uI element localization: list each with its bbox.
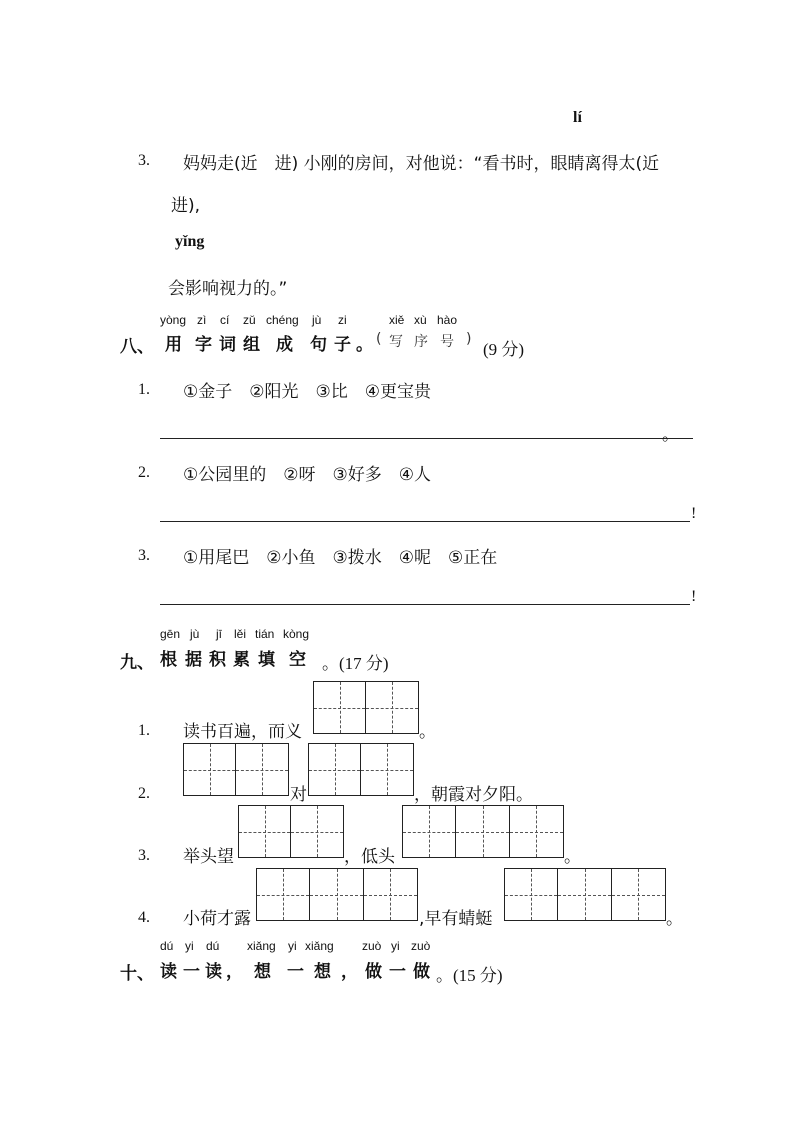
prompt-text-end: 。 xyxy=(564,847,581,867)
heading-char: 填 xyxy=(258,650,275,670)
pinyin: yòng xyxy=(160,313,187,327)
pinyin: yi xyxy=(288,939,297,953)
heading-char: 子 xyxy=(334,335,351,355)
pinyin: xiǎng xyxy=(247,939,276,953)
tianzi-grid[interactable] xyxy=(256,868,418,921)
heading-char: 一 xyxy=(389,962,406,982)
heading-char: 积 xyxy=(209,650,226,670)
item-number: 2. xyxy=(138,464,150,481)
grid-cell[interactable] xyxy=(364,869,417,920)
grid-cell[interactable] xyxy=(510,806,563,857)
pinyin: cí xyxy=(220,313,230,327)
line-end-mark: ! xyxy=(691,505,697,522)
pinyin: zi xyxy=(338,313,347,327)
tianzi-grid[interactable] xyxy=(238,805,344,858)
prompt-text: 举头望 xyxy=(183,847,234,867)
word-options: ①金子 ②阳光 ③比 ④更宝贵 xyxy=(183,382,431,402)
prompt-text-mid: ，低头 xyxy=(344,847,395,867)
answer-line[interactable] xyxy=(160,604,690,605)
section-score: 。(17 分) xyxy=(322,654,389,673)
pinyin: zì xyxy=(197,313,207,327)
heading-comma: ， xyxy=(226,962,243,982)
pinyin: yi xyxy=(391,939,400,953)
paren-open: ( xyxy=(376,331,382,347)
item-text-continued: 进), xyxy=(171,196,201,216)
prompt-text-end: 。 xyxy=(666,909,683,929)
heading-char: 组 xyxy=(243,335,260,355)
word-options: ①公园里的 ②呀 ③好多 ④人 xyxy=(183,465,431,485)
pinyin: xù xyxy=(414,313,427,327)
pinyin: jù xyxy=(190,627,200,641)
grid-cell[interactable] xyxy=(366,682,418,733)
pinyin: xiě xyxy=(389,313,405,327)
item-number: 3. xyxy=(138,847,150,864)
pinyin-li: lí xyxy=(573,109,582,126)
word-options: ①用尾巴 ②小鱼 ③拨水 ④呢 ⑤正在 xyxy=(183,548,498,568)
section-number: 十、 xyxy=(120,964,154,984)
heading-char: 成 xyxy=(276,335,293,355)
item-number: 3. xyxy=(138,152,150,169)
pinyin: hào xyxy=(437,313,458,327)
grid-cell[interactable] xyxy=(291,806,343,857)
answer-line[interactable] xyxy=(160,521,690,522)
grid-cell[interactable] xyxy=(505,869,558,920)
pinyin: jù xyxy=(312,313,322,327)
section-number: 九、 xyxy=(120,653,154,673)
heading-char: 句 xyxy=(310,335,327,355)
pinyin: jī xyxy=(216,627,222,641)
grid-cell[interactable] xyxy=(257,869,310,920)
heading-char: 字 xyxy=(195,335,212,355)
heading-char: 根 xyxy=(160,650,177,670)
pinyin: kòng xyxy=(283,627,310,641)
answer-line[interactable] xyxy=(160,438,693,439)
prompt-text-end: 。 xyxy=(419,722,436,742)
grid-cell[interactable] xyxy=(184,744,236,795)
pinyin: tián xyxy=(255,627,275,641)
heading-char: 一 xyxy=(183,962,200,982)
heading-char: 做 xyxy=(365,962,382,982)
pinyin: chéng xyxy=(266,313,299,327)
grid-cell[interactable] xyxy=(309,744,361,795)
pinyin: zuò xyxy=(362,939,382,953)
section-score: 。(15 分) xyxy=(436,966,503,985)
grid-cell[interactable] xyxy=(612,869,665,920)
prompt-text: 读书百遍，而义 xyxy=(183,722,302,742)
grid-cell[interactable] xyxy=(456,806,509,857)
pinyin: dú xyxy=(206,939,220,953)
grid-cell[interactable] xyxy=(310,869,363,920)
pinyin: gēn xyxy=(160,627,181,641)
tianzi-grid[interactable] xyxy=(402,805,564,858)
line-end-mark: ! xyxy=(691,588,697,605)
item-text-end: 会影响视力的。” xyxy=(168,279,288,299)
grid-cell[interactable] xyxy=(236,744,288,795)
section-number: 八、 xyxy=(120,337,154,357)
tianzi-grid[interactable] xyxy=(313,681,419,734)
heading-char: 读 xyxy=(160,962,177,982)
pinyin: zǔ xyxy=(243,313,256,327)
paren-char: 号 xyxy=(440,334,454,350)
pinyin: lěi xyxy=(234,627,247,641)
tianzi-grid[interactable] xyxy=(308,743,414,796)
heading-char: 做 xyxy=(413,962,430,982)
grid-cell[interactable] xyxy=(314,682,366,733)
pinyin: zuò xyxy=(411,939,431,953)
heading-char: 想 xyxy=(314,962,331,982)
paren-char: 写 xyxy=(389,334,403,350)
tianzi-grid[interactable] xyxy=(183,743,289,796)
item-number: 1. xyxy=(138,722,150,739)
heading-char: 空 xyxy=(289,650,306,670)
prompt-text-end: ，朝霞对夕阳。 xyxy=(414,785,533,805)
grid-cell[interactable] xyxy=(239,806,291,857)
heading-char: 读 xyxy=(205,962,222,982)
heading-comma: ， xyxy=(341,962,358,982)
grid-cell[interactable] xyxy=(361,744,413,795)
heading-char: 想 xyxy=(254,962,271,982)
section-score: (9 分) xyxy=(483,340,525,359)
item-number: 1. xyxy=(138,381,150,398)
heading-char: 词 xyxy=(219,335,236,355)
heading-period: 。 xyxy=(356,335,373,355)
tianzi-grid[interactable] xyxy=(504,868,666,921)
heading-char: 累 xyxy=(233,650,250,670)
paren-close: ) xyxy=(466,331,472,347)
line-end-mark: 。 xyxy=(662,425,679,445)
heading-char: 用 xyxy=(165,335,182,355)
heading-char: 据 xyxy=(185,650,202,670)
pinyin: dú xyxy=(160,939,174,953)
pinyin: yi xyxy=(185,939,194,953)
pinyin-ying: yǐng xyxy=(175,233,205,250)
item-text: 妈妈走(近 进) 小刚的房间，对他说：“看书时，眼睛离得太(近 xyxy=(183,154,660,174)
item-number: 4. xyxy=(138,909,150,926)
heading-char: 一 xyxy=(287,962,304,982)
prompt-text-mid: 对 xyxy=(290,785,307,805)
grid-cell[interactable] xyxy=(558,869,611,920)
item-number: 2. xyxy=(138,785,150,802)
grid-cell[interactable] xyxy=(403,806,456,857)
prompt-text: 小荷才露 xyxy=(183,909,251,929)
pinyin: xiǎng xyxy=(305,939,334,953)
item-number: 3. xyxy=(138,547,150,564)
paren-char: 序 xyxy=(414,334,428,350)
prompt-text-mid: ,早有蜻蜓 xyxy=(419,909,493,929)
